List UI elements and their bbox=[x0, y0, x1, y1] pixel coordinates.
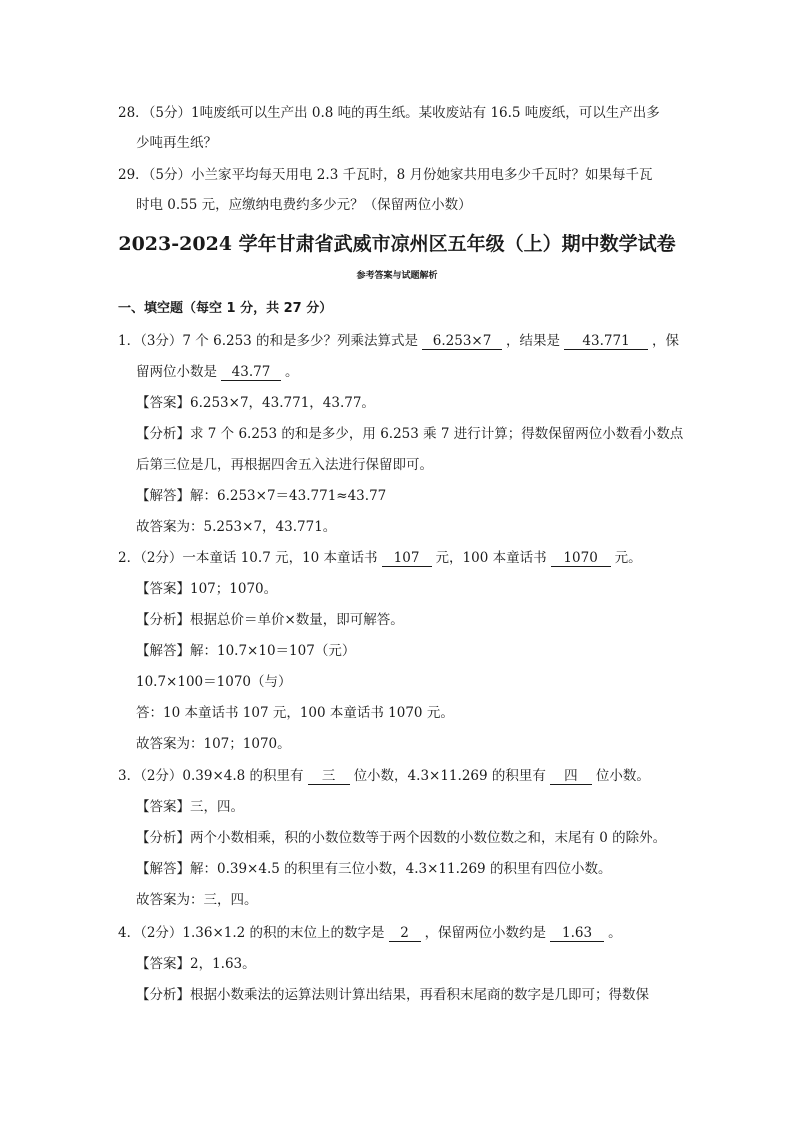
exam-title: 2023-2024 学年甘肃省武威市凉州区五年级（上）期中数学试卷 bbox=[118, 233, 676, 255]
question-4-blank-1: 2 bbox=[389, 925, 421, 942]
question-1-blank-2: 43.771 bbox=[564, 333, 648, 350]
section-heading: 一、填空题（每空 1 分，共 27 分） bbox=[118, 301, 333, 316]
question-29-line-2: 时电 0.55 元，应缴纳电费约多少元？（保留两位小数） bbox=[136, 197, 472, 213]
question-2-reply: 答：10 本童话书 107 元，100 本童话书 1070 元。 bbox=[136, 705, 454, 721]
question-28-line-1: 28．（5分）1吨废纸可以生产出 0.8 吨的再生纸。某收废站有 16.5 吨废纸，可以生产出多 bbox=[118, 105, 660, 121]
question-3-analysis: 【分析】两个小数相乘，积的小数位数等于两个因数的小数位数之和，末尾有 0 的除外。 bbox=[136, 830, 667, 846]
question-1-analysis-2: 后第三位是几，再根据四舍五入法进行保留即可。 bbox=[136, 457, 433, 473]
question-4-answer: 【答案】2，1.63。 bbox=[136, 956, 256, 972]
question-3-solution: 【解答】解：0.39×4.5 的积里有三位小数，4.3×11.269 的积里有四位小数。 bbox=[136, 861, 612, 877]
question-3-answer: 【答案】三，四。 bbox=[136, 799, 244, 815]
question-3-blank-1: 三 bbox=[308, 768, 350, 785]
question-2-final: 故答案为：107；1070。 bbox=[136, 736, 291, 752]
question-4-blank-2: 1.63 bbox=[550, 925, 604, 942]
question-4-analysis: 【分析】根据小数乘法的运算法则计算出结果，再看积末尾商的数字是几即可；得数保 bbox=[136, 987, 649, 1003]
question-3-text-a: 3．（2分）0.39×4.8 的积里有 bbox=[118, 768, 304, 784]
question-3-text-c: 位小数，4.3×11.269 的积里有 bbox=[353, 768, 546, 784]
question-1-solution: 【解答】解：6.253×7＝43.771≈43.77 bbox=[136, 488, 387, 504]
question-1-line2-text-a: 留两位小数是 bbox=[136, 364, 217, 380]
question-3-blank-2: 四 bbox=[550, 768, 592, 785]
question-2-calc: 10.7×100＝1070（与） bbox=[136, 674, 292, 690]
question-2-text-c: 元，100 本童话书 bbox=[435, 550, 547, 566]
question-1-blank-1: 6.253×7 bbox=[422, 333, 502, 350]
question-1-blank-3: 43.77 bbox=[221, 364, 281, 381]
question-2-line-1 bbox=[0, 548, 794, 568]
question-1-line-2 bbox=[0, 362, 794, 382]
question-1-text-a: 1．（3分）7 个 6.253 的和是多少？列乘法算式是 bbox=[118, 333, 419, 349]
question-1-line2-text-b: 。 bbox=[285, 364, 299, 380]
question-4-text-d: 。 bbox=[608, 925, 622, 941]
question-4-line-1 bbox=[0, 923, 794, 943]
question-3-final: 故答案为：三，四。 bbox=[136, 892, 258, 908]
question-1-text-d: ，保 bbox=[652, 333, 680, 349]
question-4-text-c: ，保留两位小数约是 bbox=[424, 925, 547, 941]
question-2-solution: 【解答】解：10.7×10＝107（元） bbox=[136, 643, 356, 659]
question-2-blank-2: 1070 bbox=[551, 550, 611, 567]
question-3-line-1 bbox=[0, 766, 794, 786]
question-29-line-1: 29．（5分）小兰家平均每天用电 2.3 千瓦时，8 月份她家共用电多少千瓦时？如果每千瓦 bbox=[118, 167, 653, 183]
question-1-text-c: ，结果是 bbox=[506, 333, 561, 349]
question-2-answer: 【答案】107；1070。 bbox=[136, 581, 278, 597]
question-2-analysis: 【分析】根据总价＝单价×数量，即可解答。 bbox=[136, 612, 404, 628]
question-1-final: 故答案为：5.253×7，43.771。 bbox=[136, 519, 337, 535]
question-1-answer: 【答案】6.253×7，43.771，43.77。 bbox=[136, 395, 375, 411]
exam-subtitle: 参考答案与试题解析 bbox=[356, 271, 438, 281]
question-4-text-a: 4．（2分）1.36×1.2 的积的末位上的数字是 bbox=[118, 925, 385, 941]
question-3-text-d: 位小数。 bbox=[595, 768, 650, 784]
question-28-line-2: 少吨再生纸？ bbox=[136, 135, 217, 151]
question-2-blank-1: 107 bbox=[382, 550, 432, 567]
question-1-analysis-1: 【分析】求 7 个 6.253 的和是多少，用 6.253 乘 7 进行计算；得数保留两位小数看小数点 bbox=[136, 426, 684, 442]
question-2-text-a: 2．（2分）一本童话 10.7 元，10 本童话书 bbox=[118, 550, 378, 566]
question-1-line-1 bbox=[0, 331, 794, 351]
question-2-text-d: 元。 bbox=[614, 550, 642, 566]
